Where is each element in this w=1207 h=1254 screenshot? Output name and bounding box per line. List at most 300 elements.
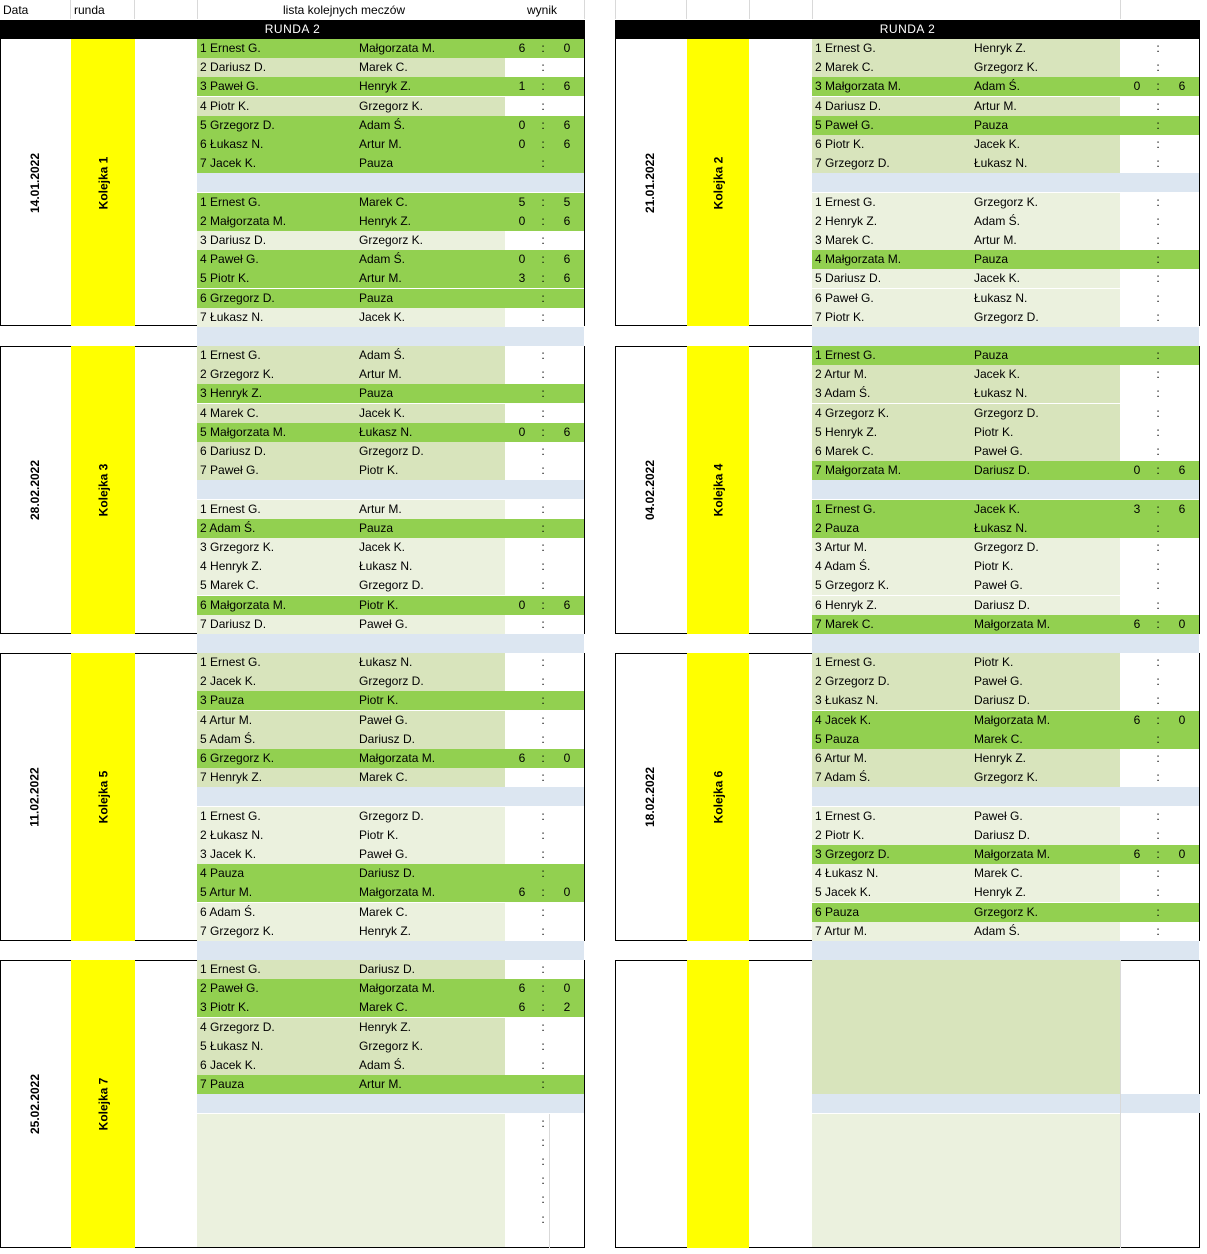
score-cell[interactable]	[1120, 365, 1199, 384]
match-number: 5	[815, 578, 822, 593]
score-cell[interactable]	[1120, 116, 1199, 135]
player-home	[815, 615, 874, 634]
score-separator: :	[1156, 424, 1160, 439]
score-cell[interactable]	[1120, 653, 1199, 672]
match-date: 18.02.2022	[643, 766, 658, 828]
score-separator: :	[541, 1058, 545, 1072]
score-cell[interactable]	[505, 826, 584, 845]
player-away: Dariusz D.	[359, 962, 416, 976]
match-number: 2	[815, 60, 822, 75]
player-home	[815, 672, 890, 691]
score-cell[interactable]	[1120, 250, 1199, 269]
score-home[interactable]: 0	[1133, 79, 1141, 94]
score-away[interactable]: 6	[1178, 463, 1186, 478]
match-row	[197, 308, 584, 327]
score-cell[interactable]	[505, 922, 584, 941]
player-away: Grzegorz K.	[974, 770, 1039, 785]
score-cell[interactable]	[505, 691, 584, 710]
match-number: 2	[815, 213, 822, 228]
score-cell[interactable]	[505, 596, 584, 615]
score-separator: :	[1156, 655, 1160, 669]
player-home	[815, 384, 870, 403]
player-home-name: Małgorzata M.	[210, 424, 287, 439]
match-pairing	[197, 154, 505, 173]
score-cell[interactable]	[505, 576, 584, 595]
score-home[interactable]: 1	[518, 79, 526, 94]
kolejka-column	[687, 39, 749, 326]
player-away: Grzegorz K.	[974, 60, 1039, 75]
player-away: Adam Ś.	[359, 1058, 406, 1072]
score-home[interactable]: 6	[1133, 847, 1141, 861]
player-away: Henryk Z.	[359, 923, 412, 938]
match-row	[812, 212, 1199, 231]
player-home-name: Łukasz N.	[210, 309, 264, 324]
score-away[interactable]: 6	[563, 137, 571, 151]
score-separator: :	[1156, 904, 1160, 919]
match-number: 4	[815, 866, 822, 881]
match-row	[197, 442, 584, 461]
score-cell[interactable]	[505, 883, 584, 902]
match-pairing	[197, 615, 505, 634]
score-away[interactable]: 0	[563, 751, 571, 765]
player-home-name: Marek C.	[825, 233, 874, 247]
player-home-name: Artur M.	[824, 367, 868, 382]
match-number: 3	[200, 847, 207, 861]
score-cell[interactable]	[1120, 384, 1199, 403]
player-away: Paweł G.	[359, 712, 408, 727]
player-home	[200, 365, 274, 384]
score-cell[interactable]	[1120, 404, 1199, 423]
score-separator: :	[541, 1038, 545, 1053]
player-home-name: Paweł G.	[210, 981, 259, 996]
score-cell[interactable]	[505, 519, 584, 538]
score-separator: :	[541, 655, 545, 669]
score-away[interactable]: 0	[1178, 847, 1186, 861]
score-cell[interactable]	[505, 442, 584, 461]
match-pairing	[812, 500, 1120, 519]
match-number: 7	[815, 770, 822, 785]
match-row	[812, 423, 1199, 442]
score-cell[interactable]	[1120, 807, 1199, 826]
player-home-name: Jacek K.	[210, 1058, 257, 1072]
score-home[interactable]: 0	[518, 117, 526, 132]
player-away: Pauza	[974, 117, 1009, 132]
player-home-name: Grzegorz D.	[210, 290, 275, 305]
match-row	[812, 404, 1199, 423]
score-away[interactable]: 2	[563, 1000, 571, 1015]
match-row	[197, 250, 584, 269]
player-home-name: Adam Ś.	[824, 770, 871, 785]
player-away: Paweł G.	[974, 578, 1023, 593]
match-number: 7	[815, 156, 822, 171]
score-away[interactable]: 5	[563, 194, 571, 209]
score-home[interactable]: 6	[518, 1000, 526, 1015]
score-cell[interactable]	[505, 730, 584, 749]
player-home	[815, 346, 876, 365]
score-home[interactable]: 5	[518, 194, 526, 209]
player-home	[200, 730, 255, 749]
player-away: Grzegorz D.	[974, 309, 1039, 324]
player-away: Paweł G.	[974, 444, 1023, 458]
score-home[interactable]: 0	[1133, 463, 1141, 478]
score-cell[interactable]	[1120, 596, 1199, 615]
match-row	[197, 1075, 584, 1094]
score-separator: :	[1156, 674, 1160, 689]
score-separator: :	[1156, 252, 1160, 267]
match-number: 3	[200, 386, 207, 401]
match-number: 2	[200, 981, 207, 996]
score-away[interactable]: 6	[1178, 79, 1186, 94]
match-pairing	[197, 903, 505, 922]
player-away: Jacek K.	[359, 309, 406, 324]
match-row	[812, 711, 1199, 730]
player-home	[815, 231, 874, 250]
player-home-name: Artur M.	[824, 540, 868, 554]
score-home[interactable]: 0	[518, 252, 526, 267]
match-row	[197, 826, 584, 845]
match-pairing	[812, 116, 1120, 135]
player-home	[815, 154, 890, 173]
match-row	[812, 903, 1199, 922]
score-home[interactable]: 6	[518, 981, 526, 996]
score-separator: :	[1156, 233, 1160, 247]
player-home	[200, 596, 286, 615]
player-home-name: Paweł G.	[825, 117, 874, 132]
match-row	[197, 979, 584, 998]
player-away: Henryk Z.	[359, 213, 412, 228]
score-away[interactable]: 6	[563, 213, 571, 228]
score-cell[interactable]	[505, 58, 584, 77]
match-pairing	[812, 423, 1120, 442]
score-cell[interactable]	[505, 557, 584, 576]
match-number: 4	[200, 866, 207, 881]
score-cell[interactable]	[1120, 557, 1199, 576]
player-away: Małgorzata M.	[974, 847, 1051, 861]
match-pairing	[197, 461, 505, 480]
player-home-name: Piotr K.	[825, 137, 865, 151]
empty-match-area	[812, 960, 1120, 1094]
player-home	[200, 308, 263, 327]
score-cell[interactable]	[505, 212, 584, 231]
player-away: Grzegorz D.	[359, 578, 424, 593]
match-pairing	[812, 384, 1120, 403]
score-separator: :	[1156, 348, 1160, 362]
match-pairing	[197, 212, 505, 231]
match-pairing	[197, 97, 505, 116]
match-row	[812, 116, 1199, 135]
score-cell[interactable]	[505, 365, 584, 384]
match-number: 1	[815, 41, 822, 55]
match-number: 2	[200, 367, 207, 382]
match-row	[197, 461, 584, 480]
score-cell[interactable]	[1120, 77, 1199, 96]
date-column	[0, 39, 70, 326]
kolejka-label: Kolejka 3	[95, 463, 110, 517]
score-cell[interactable]	[1120, 691, 1199, 710]
match-number: 1	[200, 655, 207, 669]
player-home-name: Ernest G.	[210, 41, 261, 55]
score-cell[interactable]	[505, 154, 584, 173]
score-home[interactable]: 6	[1133, 712, 1141, 727]
score-home[interactable]: 0	[518, 424, 526, 439]
player-home-name: Jacek K.	[210, 674, 257, 689]
player-home-name: Grzegorz D.	[825, 847, 890, 861]
player-away: Henryk Z.	[359, 79, 412, 94]
player-home-name: Pauza	[210, 693, 245, 708]
score-separator: :	[541, 540, 545, 554]
score-separator: :	[541, 386, 545, 401]
player-home	[815, 519, 859, 538]
score-cell[interactable]	[505, 768, 584, 787]
score-home[interactable]: 6	[518, 751, 526, 765]
player-away: Artur M.	[359, 1077, 402, 1092]
score-cell[interactable]	[1120, 864, 1199, 883]
player-home	[200, 500, 261, 519]
score-cell[interactable]	[1120, 58, 1199, 77]
score-separator: :	[1156, 405, 1160, 420]
score-cell[interactable]	[505, 384, 584, 403]
score-cell[interactable]	[505, 615, 584, 634]
player-home	[815, 289, 874, 308]
score-cell[interactable]	[1120, 711, 1199, 730]
player-away: Grzegorz K.	[974, 194, 1039, 209]
score-cell[interactable]	[505, 346, 584, 365]
player-away: Marek C.	[359, 904, 408, 919]
score-cell[interactable]	[505, 500, 584, 519]
player-home-name: Marek C.	[210, 578, 259, 593]
player-away: Adam Ś.	[359, 117, 406, 132]
score-cell[interactable]	[505, 39, 584, 58]
score-separator: :	[1156, 770, 1160, 785]
score-separator: :	[1156, 520, 1160, 535]
player-home	[200, 979, 259, 998]
score-away[interactable]: 6	[563, 424, 571, 439]
score-cell[interactable]	[505, 308, 584, 327]
player-home	[815, 845, 890, 864]
match-pairing	[812, 864, 1120, 883]
player-away: Łukasz N.	[359, 655, 413, 669]
player-away: Grzegorz D.	[359, 444, 424, 458]
score-cell[interactable]	[505, 711, 584, 730]
score-away[interactable]: 6	[563, 79, 571, 94]
score-cell[interactable]	[1120, 193, 1199, 212]
score-separator: :	[541, 444, 545, 458]
score-cell[interactable]	[505, 672, 584, 691]
match-row	[197, 576, 584, 595]
score-away[interactable]: 0	[1178, 616, 1186, 631]
player-home	[815, 423, 877, 442]
score-separator: :	[541, 233, 545, 247]
score-cell[interactable]	[1120, 212, 1199, 231]
score-cell[interactable]	[505, 77, 584, 96]
player-home-name: Henryk Z.	[210, 386, 263, 401]
match-row	[812, 193, 1199, 212]
score-home[interactable]: 3	[1133, 501, 1141, 516]
score-cell[interactable]	[1120, 269, 1199, 288]
score-cell[interactable]	[505, 998, 584, 1017]
score-cell[interactable]	[1120, 768, 1199, 787]
player-home-name: Jacek K.	[825, 885, 872, 900]
score-away[interactable]: 0	[1178, 712, 1186, 727]
score-cell[interactable]	[505, 807, 584, 826]
score-cell[interactable]	[1120, 500, 1199, 519]
match-pairing	[812, 672, 1120, 691]
score-cell[interactable]	[505, 979, 584, 998]
score-cell[interactable]	[505, 864, 584, 883]
match-row	[812, 519, 1199, 538]
score-cell[interactable]	[505, 404, 584, 423]
score-separator: :	[1156, 213, 1160, 228]
score-cell[interactable]	[505, 1018, 584, 1037]
player-home-name: Paweł G.	[210, 79, 259, 94]
score-cell[interactable]	[1120, 903, 1199, 922]
match-number: 5	[200, 271, 207, 286]
match-number: 1	[200, 194, 207, 209]
player-away: Artur M.	[359, 367, 402, 382]
score-cell[interactable]	[1120, 749, 1199, 768]
player-away: Henryk Z.	[974, 41, 1027, 55]
match-pairing	[812, 231, 1120, 250]
score-cell[interactable]	[1120, 97, 1199, 116]
score-home[interactable]: 0	[518, 137, 526, 151]
score-cell[interactable]	[1120, 519, 1199, 538]
score-cell[interactable]	[505, 653, 584, 672]
player-away: Artur M.	[359, 137, 402, 151]
score-cell[interactable]	[505, 903, 584, 922]
player-home	[815, 730, 859, 749]
score-separator: :	[541, 79, 545, 94]
score-away[interactable]: 6	[563, 252, 571, 267]
player-home-name: Adam Ś.	[209, 904, 256, 919]
score-cell[interactable]	[505, 423, 584, 442]
score-cell[interactable]	[1120, 442, 1199, 461]
score-separator: :	[541, 827, 545, 842]
match-pairing	[812, 691, 1120, 710]
player-away: Piotr K.	[359, 693, 399, 708]
match-number: 7	[815, 309, 822, 324]
score-away[interactable]: 0	[563, 981, 571, 996]
match-pairing	[197, 864, 505, 883]
column-header-row	[0, 0, 1207, 19]
player-home-name: Małgorzata M.	[825, 252, 902, 267]
score-cell[interactable]	[505, 749, 584, 768]
score-home[interactable]: 0	[518, 597, 526, 612]
score-cell[interactable]	[1120, 672, 1199, 691]
score-cell[interactable]	[505, 97, 584, 116]
score-away[interactable]: 6	[1178, 501, 1186, 516]
score-home[interactable]: 0	[518, 213, 526, 228]
player-away: Paweł G.	[974, 674, 1023, 689]
score-separator: :	[541, 962, 545, 976]
score-separator: :	[541, 674, 545, 689]
match-pairing	[812, 193, 1120, 212]
score-separator: :	[1156, 194, 1160, 209]
score-away[interactable]: 6	[563, 117, 571, 132]
match-number: 7	[815, 463, 822, 478]
score-away[interactable]: 6	[563, 271, 571, 286]
score-cell[interactable]	[505, 960, 584, 979]
player-home	[200, 1037, 263, 1056]
score-home[interactable]: 6	[518, 41, 526, 55]
score-cell[interactable]	[1120, 461, 1199, 480]
score-cell[interactable]	[1120, 423, 1199, 442]
score-cell[interactable]	[1120, 615, 1199, 634]
score-cell[interactable]	[505, 116, 584, 135]
score-cell[interactable]	[505, 135, 584, 154]
match-pairing	[812, 519, 1120, 538]
match-row	[812, 922, 1199, 941]
player-home-name: Ernest G.	[210, 194, 261, 209]
score-cell[interactable]	[1120, 883, 1199, 902]
score-cell[interactable]	[1120, 308, 1199, 327]
score-cell[interactable]	[1120, 826, 1199, 845]
player-away: Adam Ś.	[359, 348, 406, 362]
match-date: 11.02.2022	[28, 767, 42, 827]
score-cell[interactable]	[1120, 154, 1199, 173]
match-number: 2	[815, 674, 822, 689]
score-cell[interactable]	[505, 1075, 584, 1094]
score-cell[interactable]	[1120, 538, 1199, 557]
score-cell[interactable]	[505, 1037, 584, 1056]
score-cell[interactable]	[1120, 576, 1199, 595]
player-home	[815, 97, 881, 116]
match-number: 4	[200, 559, 207, 574]
match-number: 4	[200, 1019, 207, 1034]
score-cell[interactable]	[1120, 845, 1199, 864]
score-cell[interactable]	[505, 461, 584, 480]
score-away[interactable]: 6	[563, 597, 571, 612]
player-home	[200, 768, 262, 787]
match-number: 3	[815, 540, 822, 554]
score-away[interactable]: 0	[563, 41, 571, 55]
player-home	[200, 346, 261, 365]
score-cell[interactable]	[1120, 39, 1199, 58]
match-row	[812, 135, 1199, 154]
score-cell[interactable]	[505, 538, 584, 557]
score-cell[interactable]	[1120, 231, 1199, 250]
score-separator: :	[541, 597, 545, 612]
score-cell[interactable]	[505, 231, 584, 250]
score-cell[interactable]	[505, 289, 584, 308]
player-home-name: Pauza	[210, 866, 245, 881]
score-cell[interactable]	[505, 193, 584, 212]
player-home-name: Marek C.	[825, 444, 874, 458]
score-separator: :	[1156, 501, 1160, 516]
score-separator: :	[541, 1000, 545, 1015]
score-home[interactable]: 6	[518, 885, 526, 900]
score-home[interactable]: 3	[518, 271, 526, 286]
empty-match-area	[812, 1114, 1120, 1247]
score-cell[interactable]	[1120, 289, 1199, 308]
score-cell[interactable]	[1120, 346, 1199, 365]
score-cell[interactable]	[1120, 135, 1199, 154]
score-cell[interactable]	[505, 269, 584, 288]
score-cell[interactable]	[1120, 730, 1199, 749]
score-cell[interactable]	[505, 1056, 584, 1075]
round-title: RUNDA 2	[615, 20, 1200, 39]
match-pairing	[197, 423, 505, 442]
match-number: 1	[815, 194, 822, 209]
score-away[interactable]: 0	[563, 885, 571, 900]
score-home[interactable]: 6	[1133, 616, 1141, 631]
round-title: RUNDA 2	[0, 20, 585, 39]
header-data: Data	[3, 3, 29, 17]
score-cell[interactable]	[505, 250, 584, 269]
player-home-name: Henryk Z.	[825, 424, 878, 439]
player-home-name: Ernest G.	[825, 808, 876, 823]
score-cell[interactable]	[505, 845, 584, 864]
score-cell[interactable]	[1120, 922, 1199, 941]
